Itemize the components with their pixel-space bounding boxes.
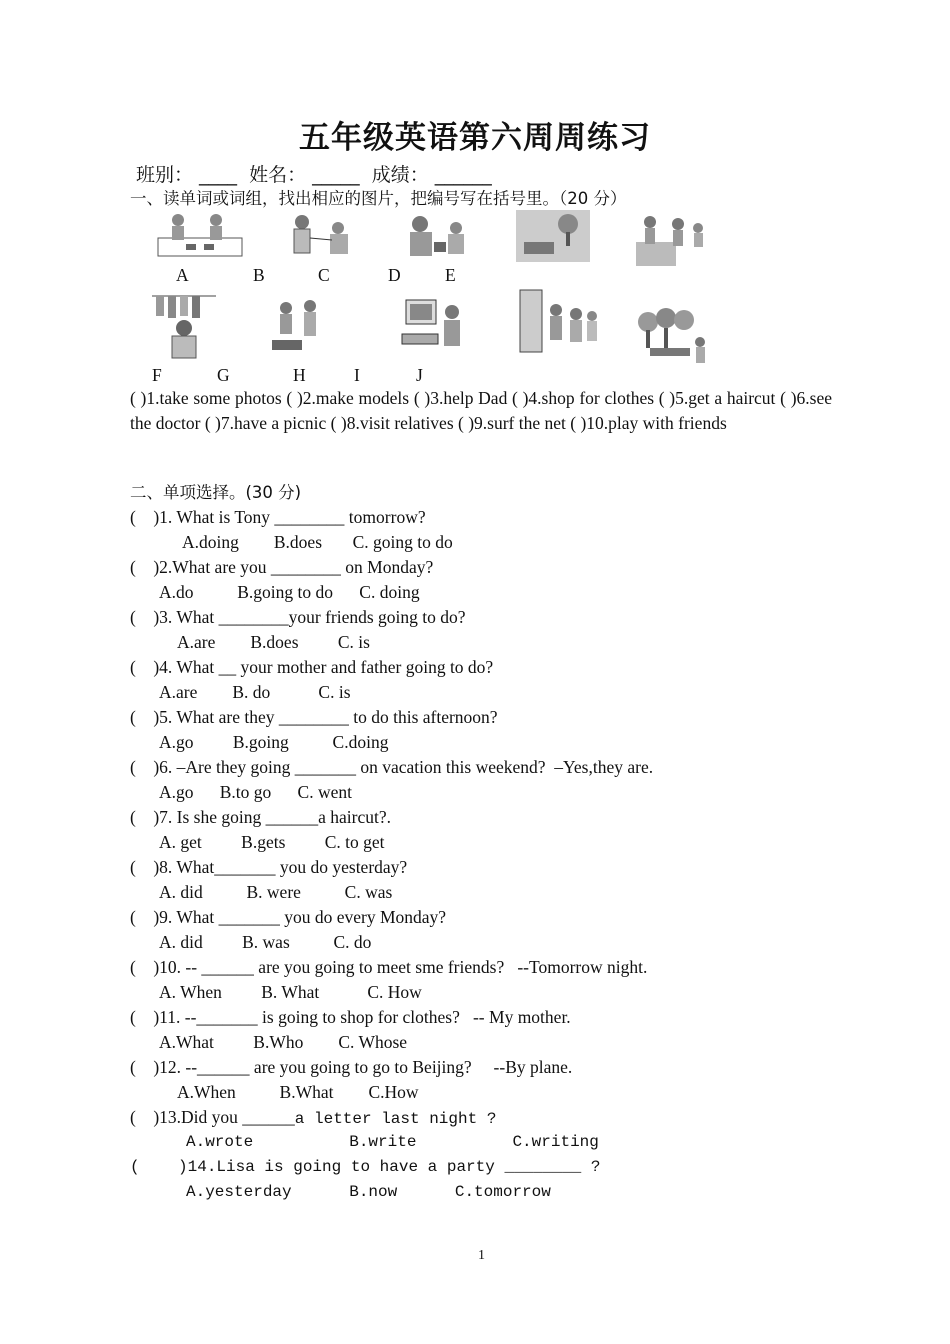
- options-13: A.wrote B.write C.writing: [186, 1133, 599, 1151]
- picture-label-e: E: [445, 265, 456, 285]
- question-1: ( )1. What is Tony ________ tomorrow?: [130, 507, 426, 527]
- picture-c-icon: [390, 212, 488, 262]
- question-13-prefix: ( )13.Did you ______: [130, 1107, 295, 1127]
- question-7: ( )7. Is she going ______a haircut?.: [130, 807, 391, 827]
- question-6: ( )6. –Are they going _______ on vacation this weekend? –Yes,they are.: [130, 757, 654, 777]
- picture-b-icon: [280, 210, 362, 262]
- options-8: A. did B. were C. was: [159, 882, 393, 902]
- picture-label-a: A: [176, 265, 189, 285]
- question-9: ( )9. What _______ you do every Monday?: [130, 907, 447, 927]
- picture-a-icon: [156, 210, 244, 260]
- options-9: A. did B. was C. do: [159, 932, 372, 952]
- options-7: A. get B.gets C. to get: [159, 832, 385, 852]
- question-4: ( )4. What __ your mother and father going to do?: [130, 657, 494, 677]
- options-3: A.are B.does C. is: [177, 632, 370, 652]
- picture-label-j: J: [416, 365, 423, 385]
- options-1: A.doing B.does C. going to do: [182, 532, 453, 552]
- picture-h-icon: [398, 294, 466, 354]
- question-8: ( )8. What_______ you do yesterday?: [130, 857, 408, 877]
- picture-label-g: G: [217, 365, 230, 385]
- picture-f-icon: [146, 290, 222, 360]
- picture-g-icon: [268, 296, 328, 356]
- options-11: A.What B.Who C. Whose: [159, 1032, 408, 1052]
- question-10: ( )10. -- ______ are you going to meet sme friends? --Tomorrow night.: [130, 957, 648, 977]
- options-4: A.are B. do C. is: [159, 682, 351, 702]
- picture-label-d: D: [388, 265, 401, 285]
- options-6: A.go B.to go C. went: [159, 782, 352, 802]
- picture-label-f: F: [152, 365, 162, 385]
- options-5: A.go B.going C.doing: [159, 732, 389, 752]
- page-number: 1: [478, 1248, 485, 1263]
- matching-paragraph: ( )1.take some photos ( )2.make models ( )3.help Dad ( )4.shop for clothes ( )5.get a haircut ( )6.see the doctor ( )7.have a picnic ( )8.visit relatives ( )9.surf the net ( )10.play with friends: [130, 388, 832, 433]
- question-13-suffix: a letter last night ?: [294, 1110, 497, 1128]
- question-13: [130, 1105, 496, 1132]
- picture-label-h: H: [293, 365, 306, 385]
- section1-heading: 一、读单词或词组，找出相应的图片，把编号写在括号里。（20 分）: [130, 189, 627, 208]
- picture-e-icon: [636, 212, 710, 268]
- student-info-line: 班别： ____ 姓名： _____ 成绩： ______: [136, 164, 492, 186]
- picture-i-icon: [516, 286, 602, 356]
- page-title: 五年级英语第六周周练习: [299, 120, 651, 156]
- question-5: ( )5. What are they ________ to do this afternoon?: [130, 707, 498, 727]
- picture-label-b: B: [253, 265, 265, 285]
- question-14: ( )14.Lisa is going to have a party ________ ?: [130, 1158, 601, 1176]
- question-2: ( )2.What are you ________ on Monday?: [130, 557, 434, 577]
- options-2: A.do B.going to do C. doing: [159, 582, 420, 602]
- options-12: A.When B.What C.How: [177, 1082, 419, 1102]
- picture-label-c: C: [318, 265, 330, 285]
- options-10: A. When B. What C. How: [159, 982, 422, 1002]
- picture-label-i: I: [354, 365, 360, 385]
- picture-j-icon: [636, 308, 710, 368]
- question-12: ( )12. --______ are you going to go to Beijing? --By plane.: [130, 1057, 573, 1077]
- section2-heading: 二、单项选择。(30 分): [130, 483, 302, 502]
- picture-d-icon: [516, 210, 590, 262]
- question-3: ( )3. What ________your friends going to do?: [130, 607, 466, 627]
- question-11: ( )11. --_______ is going to shop for clothes? -- My mother.: [130, 1007, 571, 1027]
- options-14: A.yesterday B.now C.tomorrow: [186, 1183, 551, 1201]
